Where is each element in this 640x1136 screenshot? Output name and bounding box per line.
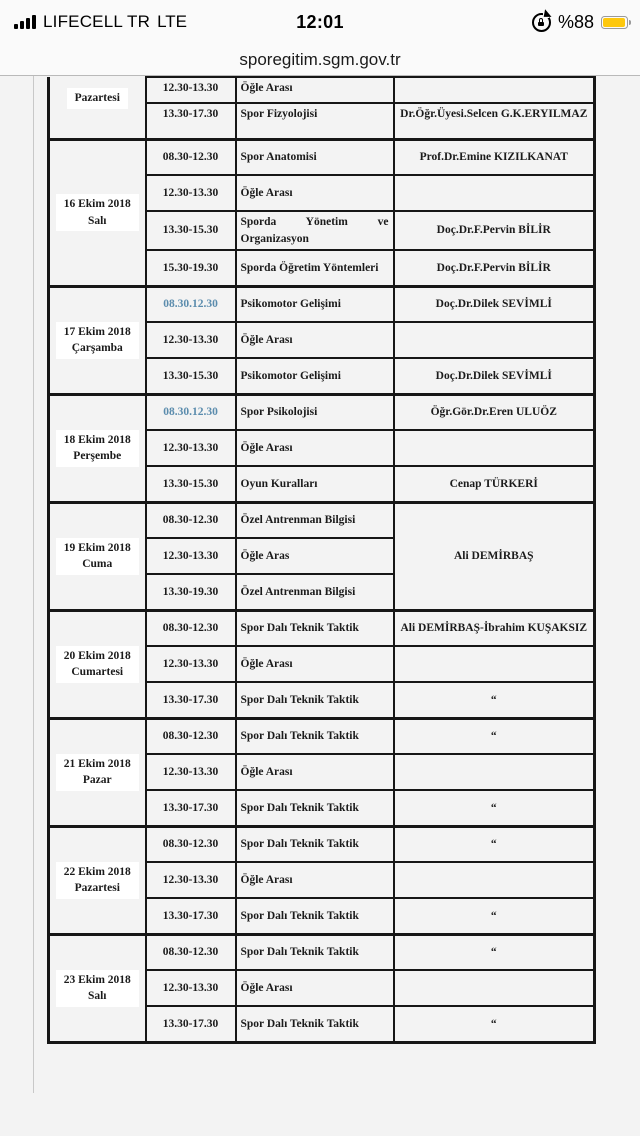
- course-cell: Spor Dalı Teknik Taktik: [236, 790, 394, 826]
- course-cell: Öğle Arası: [236, 322, 394, 358]
- course-cell: Özel Antrenman Bilgisi: [236, 574, 394, 610]
- page-left-border: [33, 76, 34, 1093]
- date-label: 17 Ekim 2018 Çarşamba: [56, 322, 139, 359]
- instructor-cell: “: [394, 898, 595, 934]
- time-label: 13.30-17.30: [162, 801, 219, 814]
- instructor-cell: [394, 754, 595, 790]
- time-cell: [146, 862, 236, 898]
- time-label: 12.30-13.30: [162, 982, 219, 994]
- date-label: 18 Ekim 2018 Perşembe: [56, 430, 139, 467]
- time-label: 12.30-13.30: [162, 550, 219, 562]
- time-cell: [146, 139, 236, 175]
- date-cell: [49, 610, 146, 718]
- time-link[interactable]: 08.30.12.30: [163, 406, 218, 419]
- time-label: 12.30-13.30: [162, 82, 219, 94]
- time-label: 13.30-19.30: [162, 585, 219, 598]
- table-row: [49, 826, 595, 862]
- time-label: 12.30-13.30: [162, 186, 219, 199]
- time-label: 08.30-12.30: [162, 946, 219, 959]
- instructor-cell: Doç.Dr.Dilek SEVİMLİ: [394, 358, 595, 394]
- instructor-cell: Cenap TÜRKERİ: [394, 466, 595, 502]
- course-cell: Psikomotor Gelişimi: [236, 358, 394, 394]
- time-cell: [146, 394, 236, 430]
- table-row: [49, 394, 595, 430]
- instructor-cell: [394, 862, 595, 898]
- time-label: 13.30-17.30: [162, 909, 219, 922]
- instructor-cell: Ali DEMİRBAŞ: [394, 502, 595, 610]
- date-label: 21 Ekim 2018 Pazar: [56, 754, 139, 791]
- status-bar: [0, 0, 640, 44]
- date-cell: [49, 286, 146, 394]
- instructor-cell: [394, 970, 595, 1006]
- time-label: 13.30-17.30: [162, 1017, 219, 1030]
- instructor-cell: [394, 430, 595, 466]
- course-cell: Öğle Arası: [236, 754, 394, 790]
- time-cell: [146, 790, 236, 826]
- time-cell: [146, 826, 236, 862]
- time-label: 12.30-13.30: [162, 766, 219, 778]
- time-cell: [146, 1006, 236, 1042]
- course-cell: Öğle Arası: [236, 970, 394, 1006]
- table-row: [49, 77, 595, 103]
- time-cell: [146, 934, 236, 970]
- time-label: 13.30-15.30: [162, 477, 219, 490]
- battery-icon: [601, 16, 628, 29]
- rotation-lock-icon: [532, 13, 551, 32]
- date-label: Pazartesi: [67, 88, 128, 109]
- instructor-cell: [394, 77, 595, 103]
- time-cell: [146, 610, 236, 646]
- battery-percent-label: %88: [557, 11, 594, 32]
- carrier-label: LIFECELL TR: [43, 12, 151, 31]
- table-row: [49, 934, 595, 970]
- time-cell: [146, 754, 236, 790]
- instructor-cell: [394, 322, 595, 358]
- instructor-cell: [394, 646, 595, 682]
- time-label: 08.30-12.30: [162, 514, 219, 527]
- time-cell: [146, 175, 236, 211]
- table-row: [49, 502, 595, 538]
- time-cell: [146, 682, 236, 718]
- date-cell: [49, 934, 146, 1042]
- instructor-cell: “: [394, 682, 595, 718]
- instructor-cell: [394, 175, 595, 211]
- date-label: 19 Ekim 2018 Cuma: [56, 538, 139, 575]
- instructor-cell: Dr.Öğr.Üyesi.Selcen G.K.ERYILMAZ: [394, 103, 595, 139]
- course-cell: Spor Dalı Teknik Taktik: [236, 682, 394, 718]
- time-label: 12.30-13.30: [162, 658, 219, 670]
- time-cell: [146, 718, 236, 754]
- table-row: [49, 286, 595, 322]
- course-cell: Öğle Arası: [236, 175, 394, 211]
- course-cell: Spor Dalı Teknik Taktik: [236, 826, 394, 862]
- time-label: 08.30-12.30: [162, 150, 219, 163]
- network-type-label: LTE: [157, 12, 187, 31]
- schedule-table: [47, 76, 596, 1044]
- time-label: 12.30-13.30: [162, 442, 219, 454]
- time-cell: [146, 103, 236, 139]
- course-cell: Sporda Yönetim ve Organizasyon: [236, 211, 394, 250]
- date-label: 23 Ekim 2018 Salı: [56, 970, 139, 1007]
- time-cell: [146, 358, 236, 394]
- date-cell: [49, 502, 146, 610]
- time-cell: [146, 211, 236, 250]
- web-page-content: [0, 76, 640, 1136]
- time-cell: [146, 250, 236, 286]
- instructor-cell: “: [394, 1006, 595, 1042]
- course-cell: Öğle Aras: [236, 538, 394, 574]
- time-label: 08.30-12.30: [162, 622, 219, 635]
- date-cell: [49, 77, 146, 139]
- time-label: 12.30-13.30: [162, 874, 219, 886]
- date-cell: [49, 394, 146, 502]
- time-label: 13.30-17.30: [162, 108, 219, 120]
- course-cell: Spor Dalı Teknik Taktik: [236, 1006, 394, 1042]
- instructor-cell: “: [394, 934, 595, 970]
- course-cell: Öğle Arası: [236, 77, 394, 103]
- date-label: 22 Ekim 2018 Pazartesi: [56, 862, 139, 899]
- time-cell: [146, 898, 236, 934]
- course-cell: Spor Dalı Teknik Taktik: [236, 718, 394, 754]
- course-cell: Spor Anatomisi: [236, 139, 394, 175]
- date-cell: [49, 826, 146, 934]
- time-link[interactable]: 08.30.12.30: [163, 298, 218, 311]
- instructor-cell: Öğr.Gör.Dr.Eren ULUÖZ: [394, 394, 595, 430]
- course-cell: Spor Fizyolojisi: [236, 103, 394, 139]
- course-cell: Öğle Arası: [236, 862, 394, 898]
- url-field[interactable]: sporegitim.sgm.gov.tr: [239, 49, 401, 69]
- instructor-cell: “: [394, 826, 595, 862]
- table-row: [49, 139, 595, 175]
- instructor-cell: Ali DEMİRBAŞ-İbrahim KUŞAKSIZ: [394, 610, 595, 646]
- instructor-cell: Doç.Dr.Dilek SEVİMLİ: [394, 286, 595, 322]
- time-label: 13.30-15.30: [162, 369, 219, 382]
- instructor-cell: Doç.Dr.F.Pervin BİLİR: [394, 211, 595, 250]
- instructor-cell: Prof.Dr.Emine KIZILKANAT: [394, 139, 595, 175]
- time-label: 08.30-12.30: [162, 730, 219, 743]
- signal-bars-icon: [14, 15, 36, 30]
- course-cell: Sporda Öğretim Yöntemleri: [236, 250, 394, 286]
- time-label: 15.30-19.30: [162, 261, 219, 274]
- instructor-cell: “: [394, 790, 595, 826]
- course-cell: Öğle Arası: [236, 646, 394, 682]
- time-label: 13.30-15.30: [162, 224, 219, 237]
- time-cell: [146, 970, 236, 1006]
- browser-top-chrome: [0, 0, 640, 76]
- time-cell: [146, 538, 236, 574]
- course-cell: Spor Dalı Teknik Taktik: [236, 934, 394, 970]
- time-cell: [146, 430, 236, 466]
- course-cell: Özel Antrenman Bilgisi: [236, 502, 394, 538]
- date-cell: [49, 139, 146, 286]
- course-cell: Psikomotor Gelişimi: [236, 286, 394, 322]
- time-label: 12.30-13.30: [162, 334, 219, 346]
- course-cell: Oyun Kuralları: [236, 466, 394, 502]
- time-cell: [146, 286, 236, 322]
- instructor-cell: Doç.Dr.F.Pervin BİLİR: [394, 250, 595, 286]
- date-label: 16 Ekim 2018 Salı: [56, 194, 139, 231]
- time-cell: [146, 574, 236, 610]
- url-bar[interactable]: [0, 44, 640, 75]
- instructor-cell: “: [394, 718, 595, 754]
- clock: 12:01: [296, 11, 344, 32]
- time-cell: [146, 466, 236, 502]
- course-cell: Spor Psikolojisi: [236, 394, 394, 430]
- table-row: [49, 610, 595, 646]
- time-cell: [146, 77, 236, 103]
- date-label: 20 Ekim 2018 Cumartesi: [56, 646, 139, 683]
- time-cell: [146, 502, 236, 538]
- time-cell: [146, 322, 236, 358]
- course-cell: Spor Dalı Teknik Taktik: [236, 898, 394, 934]
- course-cell: Öğle Arası: [236, 430, 394, 466]
- course-cell: Spor Dalı Teknik Taktik: [236, 610, 394, 646]
- table-row: [49, 718, 595, 754]
- time-label: 08.30-12.30: [162, 838, 219, 851]
- time-label: 13.30-17.30: [162, 693, 219, 706]
- date-cell: [49, 718, 146, 826]
- time-cell: [146, 646, 236, 682]
